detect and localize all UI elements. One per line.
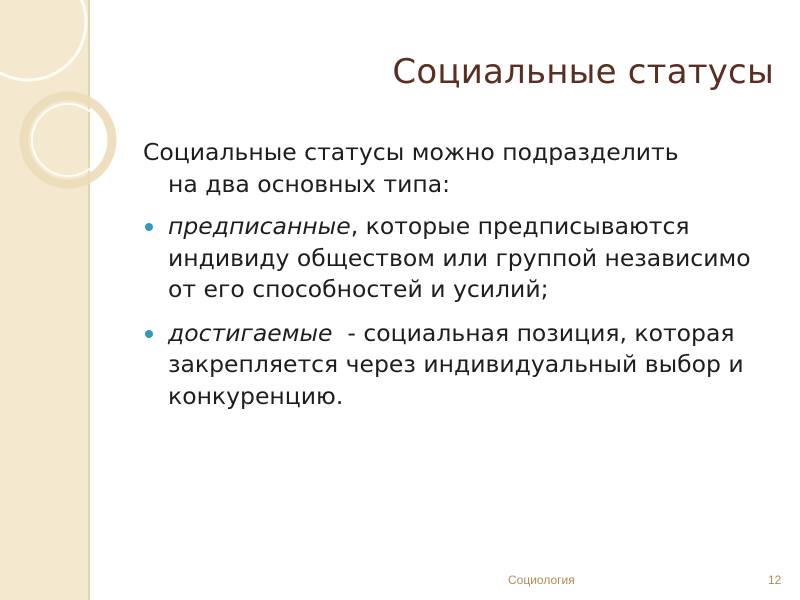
slide-body <box>143 137 773 424</box>
list-item-term: достигаемые <box>168 318 333 347</box>
list-item <box>143 211 773 306</box>
list-item <box>143 318 773 413</box>
bullet-icon <box>145 330 153 338</box>
footer-text: Социология <box>508 573 575 587</box>
decorative-rings <box>0 0 140 240</box>
bullet-icon <box>145 223 153 231</box>
list-item-text: - социальная позиция, которая закрепляется через индивидуальный выбор и конкуренцию. <box>168 318 752 410</box>
list-item-term: предписанные <box>168 212 351 240</box>
intro-paragraph <box>143 137 773 200</box>
slide-title: Социальные статусы <box>392 52 774 92</box>
list-item-text: , которые предписываются индивиду обществом или группой независимо от его способностей и усилий; <box>168 212 751 303</box>
page-number: 12 <box>768 573 782 587</box>
intro-line-2: на два основных типа: <box>168 169 451 198</box>
intro-line-1: Социальные статусы можно подразделить <box>143 138 679 166</box>
